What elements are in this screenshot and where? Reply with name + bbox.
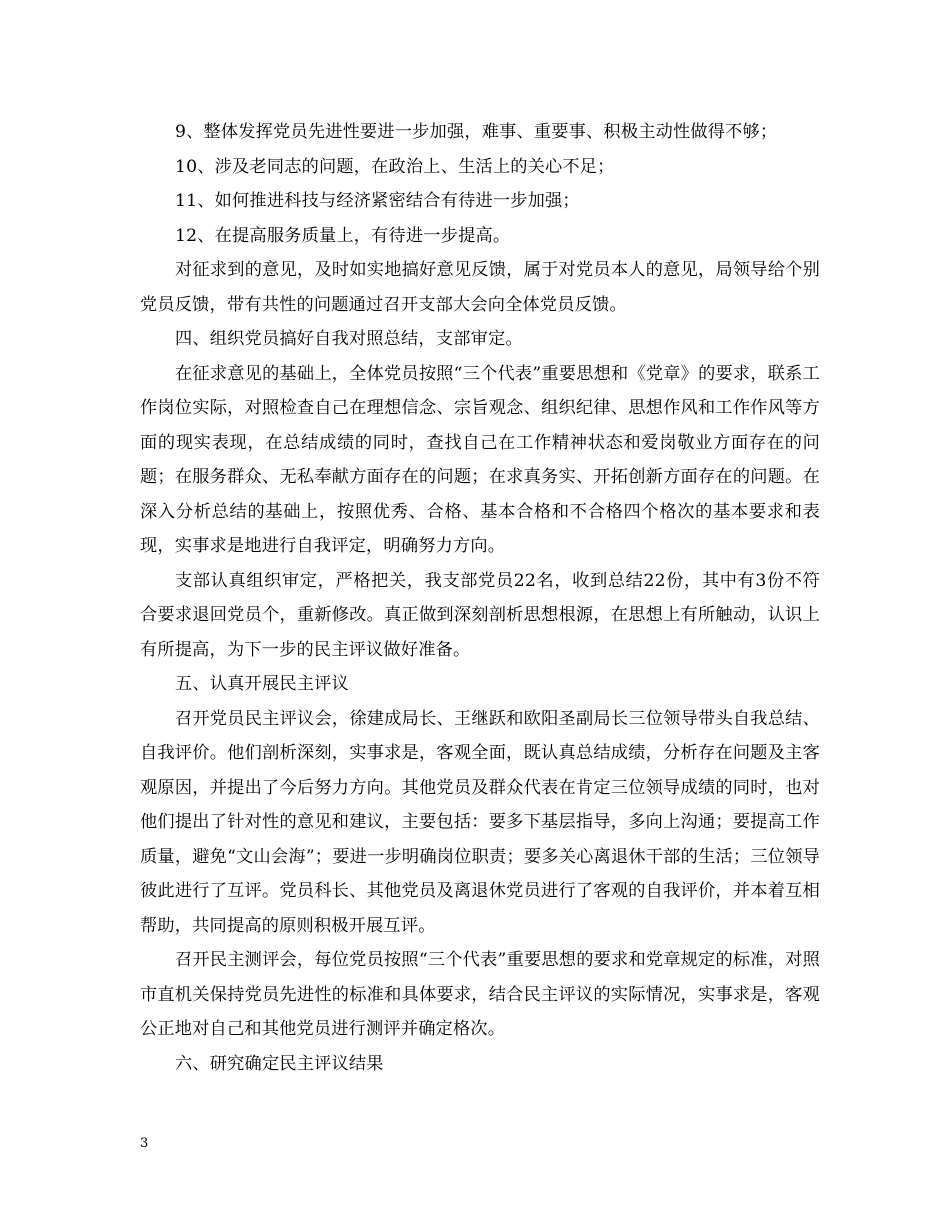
document-body	[140, 115, 820, 1081]
democratic-review-paragraph: 召开党员民主评议会，徐建成局长、王继跃和欧阳圣副局长三位领导带头自我总结、自我评价。他们剖析深刻，实事求是，客观全面，既认真总结成绩，分析存在问题及主客观原因，并提出了今后努力方向。其他党员及群众代表在肯定三位领导成绩的同时，也对他们提出了针对性的意见和建议，主要包括：要多下基层指导，多向上沟通；要提高工作质量，避免“文山会海”；要进一步明确岗位职责；要多关心离退休干部的生活；三位领导彼此进行了互评。党员科长、其他党员及离退休党员进行了客观的自我评价，并本着互相帮助，共同提高的原则积极开展互评。	[140, 708, 820, 936]
list-item-12: 12、在提高服务质量上，有待进一步提高。	[175, 225, 511, 246]
list-item-11: 11、如何推进科技与经济紧密结合有待进一步加强；	[175, 191, 580, 211]
evaluation-meeting-paragraph: 召开民主测评会，每位党员按照“三个代表”重要思想的要求和党章规定的标准，对照市直机关保持党员先进性的标准和具体要求，结合民主评议的实际情况，实事求是，客观公正地对自己和其他党员进行测评并确定格次。	[140, 950, 820, 1039]
section-heading-6: 六、研究确定民主评议结果	[175, 1053, 384, 1074]
self-review-paragraph: 在征求意见的基础上，全体党员按照“三个代表”重要思想和《党章》的要求，联系工作岗位实际，对照检查自己在理想信念、宗旨观念、组织纪律、思想作风和工作作风等方面的现实表现，在总结成绩的同时，查找自己在工作精神状态和爱岗敬业方面存在的问题；在服务群众、无私奉献方面存在的问题；在求真务实、开拓创新方面存在的问题。在深入分析总结的基础上，按照优秀、合格、基本合格和不合格四个格次的基本要求和表现，实事求是地进行自我评定，明确努力方向。	[140, 363, 820, 556]
branch-approval-paragraph: 支部认真组织审定，严格把关，我支部党员22名，收到总结22份，其中有3份不符合要求退回党员个，重新修改。真正做到深刻剖析思想根源，在思想上有所触动，认识上有所提高，为下一步的民主评议做好准备。	[140, 570, 820, 660]
list-item-9: 9、整体发挥党员先进性要进一步加强，难事、重要事、积极主动性做得不够；	[175, 122, 778, 142]
section-heading-5: 五、认真开展民主评议	[175, 674, 349, 694]
list-item-10: 10、涉及老同志的问题，在政治上、生活上的关心不足；	[175, 156, 615, 177]
section-heading-4: 四、组织党员搞好自我对照总结，支部审定。	[175, 329, 523, 349]
feedback-paragraph: 对征求到的意见，及时如实地搞好意见反馈，属于对党员本人的意见，局领导给个别党员反馈，带有共性的问题通过召开支部大会向全体党员反馈。	[140, 260, 820, 315]
page-number: 3	[140, 1136, 149, 1151]
